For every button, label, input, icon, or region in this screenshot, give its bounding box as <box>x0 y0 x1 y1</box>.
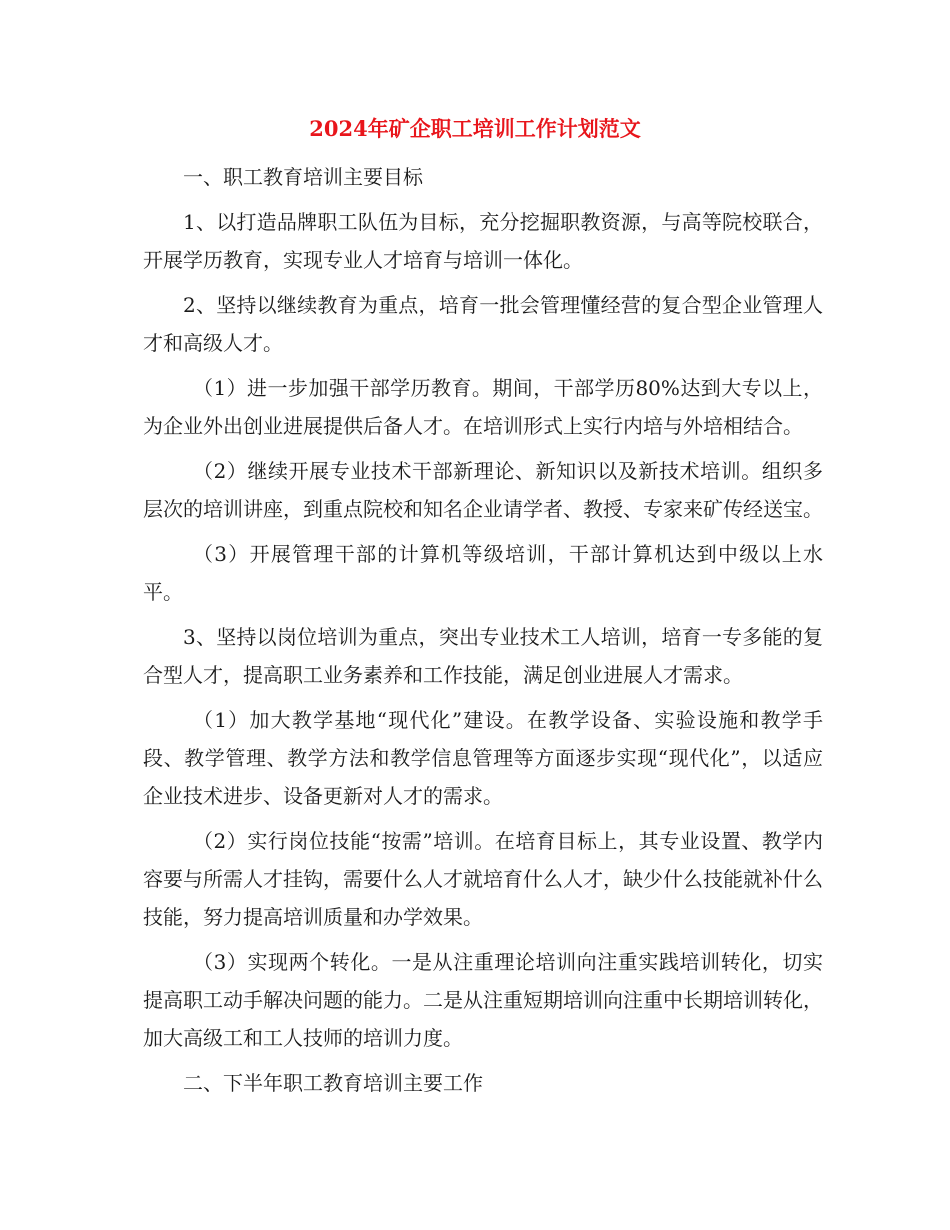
document-title: 2024年矿企职工培训工作计划范文 <box>309 116 641 141</box>
paragraph-item-2-2: （2）继续开展专业技术干部新理论、新知识以及新技术培训。组织多层次的培训讲座，到重点院校和知名企业请学者、教授、专家来矿传经送宝。 <box>143 459 823 521</box>
paragraph-item-3-3: （3）实现两个转化。一是从注重理论培训向注重实践培训转化，切实提高职工动手解决问题的能力。二是从注重短期培训向注重中长期培训转化，加大高级工和工人技师的培训力度。 <box>143 950 823 1050</box>
paragraph-item-3-1: （1）加大教学基地“现代化”建设。在教学设备、实验设施和教学手段、教学管理、教学方法和教学信息管理等方面逐步实现“现代化”，以适应企业技术进步、设备更新对人才的需求。 <box>143 708 823 808</box>
paragraph-item-2-3: （3）开展管理干部的计算机等级培训，干部计算机达到中级以上水平。 <box>143 542 823 604</box>
paragraph-item-1: 1、以打造品牌职工队伍为目标，充分挖掘职教资源，与高等院校联合，开展学历教育，实现专业人才培育与培训一体化。 <box>143 210 823 272</box>
paragraph-item-3-2: （2）实行岗位技能“按需”培训。在培育目标上，其专业设置、教学内容要与所需人才挂钩，需要什么人才就培育什么人才，缺少什么技能就补什么技能，努力提高培训质量和办学效果。 <box>143 829 823 929</box>
paragraph-item-2-1: （1）进一步加强干部学历教育。期间，干部学历80%达到大专以上，为企业外出创业进展提供后备人才。在培训形式上实行内培与外培相结合。 <box>143 376 823 438</box>
section-heading-work: 二、下半年职工教育培训主要工作 <box>183 1071 483 1095</box>
document-body <box>143 158 823 1109</box>
paragraph-item-2: 2、坚持以继续教育为重点，培育一批会管理懂经营的复合型企业管理人才和高级人才。 <box>143 293 823 355</box>
section-heading-goals: 一、职工教育培训主要目标 <box>183 165 423 189</box>
paragraph-item-3: 3、坚持以岗位培训为重点，突出专业技术工人培训，培育一专多能的复合型人才，提高职工业务素养和工作技能，满足创业进展人才需求。 <box>143 625 823 687</box>
